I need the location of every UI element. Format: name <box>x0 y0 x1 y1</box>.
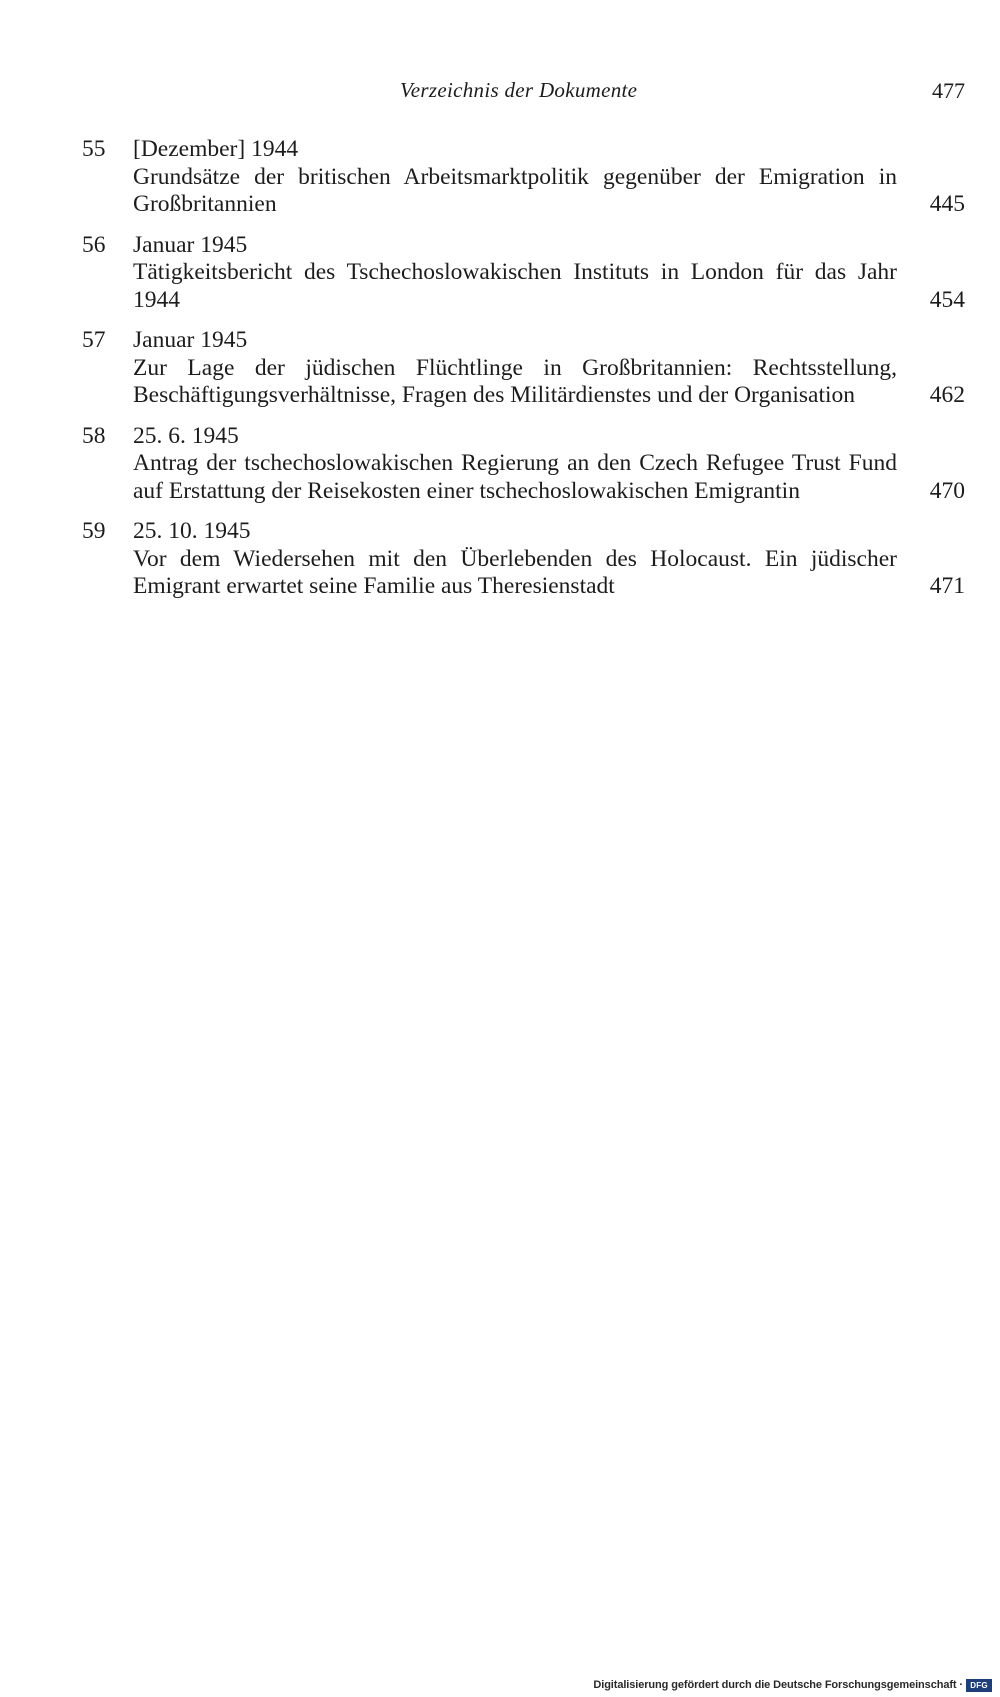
entry-body <box>133 327 897 410</box>
entry-body <box>133 518 897 601</box>
entry-date: Januar 1945 <box>133 327 248 353</box>
running-title: Verzeichnis der Dokumente <box>400 78 638 102</box>
entry-title: Vor dem Wiedersehen mit den Überlebenden des Holocaust. Ein jüdischer Emigrant erwartet seine Familie aus Theresienstadt <box>133 545 897 599</box>
list-item <box>0 232 1000 315</box>
entry-page: 445 <box>929 191 965 217</box>
entry-number: 58 <box>82 422 106 449</box>
entry-page: 470 <box>929 477 965 504</box>
entry-body <box>133 423 897 506</box>
list-item <box>0 136 1000 219</box>
dfg-logo: DFG <box>966 1679 992 1692</box>
list-item <box>0 518 1000 601</box>
funding-note: Digitalisierung gefördert durch die Deutsche Forschungsgemeinschaft · <box>593 1679 963 1691</box>
entry-number: 59 <box>82 518 106 544</box>
entry-number: 56 <box>82 231 106 258</box>
entry-date: Januar 1945 <box>133 231 248 258</box>
entry-page: 454 <box>929 286 965 313</box>
document-list <box>0 136 1000 614</box>
entry-number: 55 <box>82 136 106 162</box>
entry-page: 471 <box>929 573 965 599</box>
entry-title: Grundsätze der britischen Arbeitsmarktpolitik gegenüber der Emigration in Großbritannien <box>133 163 897 217</box>
entry-body <box>133 136 897 219</box>
list-item <box>0 423 1000 506</box>
entry-body <box>133 232 897 315</box>
entry-title: Antrag der tschechoslowakischen Regierung an den Czech Refugee Trust Fund auf Erstattung der Reisekosten einer tschechoslowakischen Emigrantin <box>133 450 897 504</box>
digitization-footer <box>0 1678 1000 1694</box>
entry-title: Zur Lage der jüdischen Flüchtlinge in Großbritannien: Rechtsstellung, Beschäftigungsverhältnisse, Fragen des Militärdienstes und der Organisation <box>133 354 897 408</box>
entry-date: 25. 10. 1945 <box>133 518 251 544</box>
page-number: 477 <box>932 78 965 103</box>
entry-title: Tätigkeitsbericht des Tschechoslowakischen Instituts in London für das Jahr 1944 <box>133 259 897 313</box>
list-item <box>0 327 1000 410</box>
entry-page: 462 <box>929 382 965 408</box>
entry-date: 25. 6. 1945 <box>133 422 239 449</box>
entry-number: 57 <box>82 327 106 353</box>
running-header <box>0 78 1000 110</box>
entry-date: [Dezember] 1944 <box>133 136 299 162</box>
